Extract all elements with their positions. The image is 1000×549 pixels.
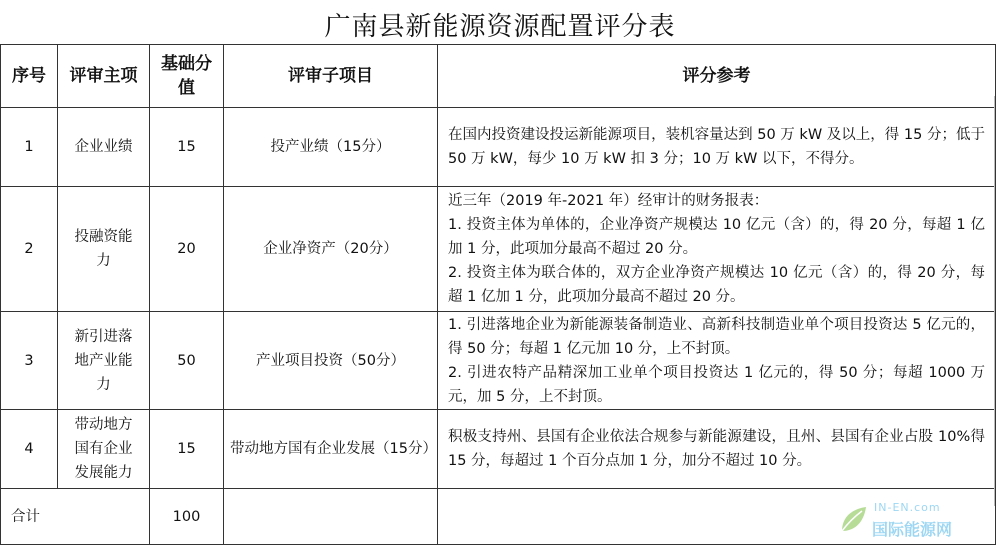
row-score: 15 [150,410,224,489]
header-no: 序号 [1,45,58,108]
page-title: 广南县新能源资源配置评分表 [324,12,676,42]
table-row [1,108,996,187]
header-score: 基础分值 [150,45,224,108]
row-score: 15 [150,108,224,187]
scoring-table [0,44,996,545]
header-subitem: 评审子项目 [224,45,438,108]
row-score: 20 [150,187,224,312]
table-row [1,410,996,489]
watermark-name: 国际能源网 [872,520,953,539]
row-item: 企业业绩 [58,108,150,187]
page-edge-divider [994,96,1000,506]
row-reference [438,108,996,187]
total-label: 合计 [1,489,150,545]
reference-line: 1. 引进落地企业为新能源装备制造业、高新科技制造业单个项目投资达 5 亿元的，得 50 分；每超 1 亿元加 10 分，上不封顶。 [448,316,985,357]
total-score: 100 [150,489,224,545]
row-reference [438,410,996,489]
row-no: 1 [1,108,58,187]
table-row [1,312,996,410]
reference-line: 积极支持州、县国有企业依法合规参与新能源建设，且州、县国有企业占股 10%得 15 分，每超过 1 个百分点加 1 分，加分不超过 10 分。 [448,429,985,469]
reference-line: 近三年（2019 年-2021 年）经审计的财务报表： [448,193,769,209]
watermark [836,499,986,543]
row-item: 带动地方国有企业发展能力 [58,410,150,489]
row-subitem: 产业项目投资（50分） [224,312,438,410]
header-item: 评审主项 [58,45,150,108]
reference-line: 2. 投资主体为联合体的，双方企业净资产规模达 10 亿元（含）的，得 20 分，每超 1 亿加 1 分，此项加分最高不超过 20 分。 [448,265,985,305]
reference-line: 2. 引进农特产品精深加工业单个项目投资达 1 亿元的，得 50 分；每超 1000 万元，加 5 分，上不封顶。 [448,364,985,405]
row-item: 投融资能力 [58,187,150,312]
row-item: 新引进落地产业能力 [58,312,150,410]
row-no: 4 [1,410,58,489]
row-no: 2 [1,187,58,312]
row-subitem: 企业净资产（20分） [224,187,438,312]
watermark-site: IN-EN.com [874,501,941,514]
leaf-logo-icon [836,503,870,537]
row-subitem: 带动地方国有企业发展（15分） [224,410,438,489]
row-score: 50 [150,312,224,410]
reference-line: 1. 投资主体为单体的，企业净资产规模达 10 亿元（含）的，得 20 分，每超 1 亿加 1 分，此项加分最高不超过 20 分。 [448,217,985,257]
header-row [1,45,996,108]
row-no: 3 [1,312,58,410]
total-subitem-empty [224,489,438,545]
row-reference [438,312,996,410]
row-subitem: 投产业绩（15分） [224,108,438,187]
header-reference: 评分参考 [438,45,996,108]
row-reference [438,187,996,312]
table-row [1,187,996,312]
reference-line: 在国内投资建设投运新能源项目，装机容量达到 50 万 kW 及以上，得 15 分；低于 50 万 kW，每少 10 万 kW 扣 3 分；10 万 kW 以下，不得分。 [448,127,985,167]
